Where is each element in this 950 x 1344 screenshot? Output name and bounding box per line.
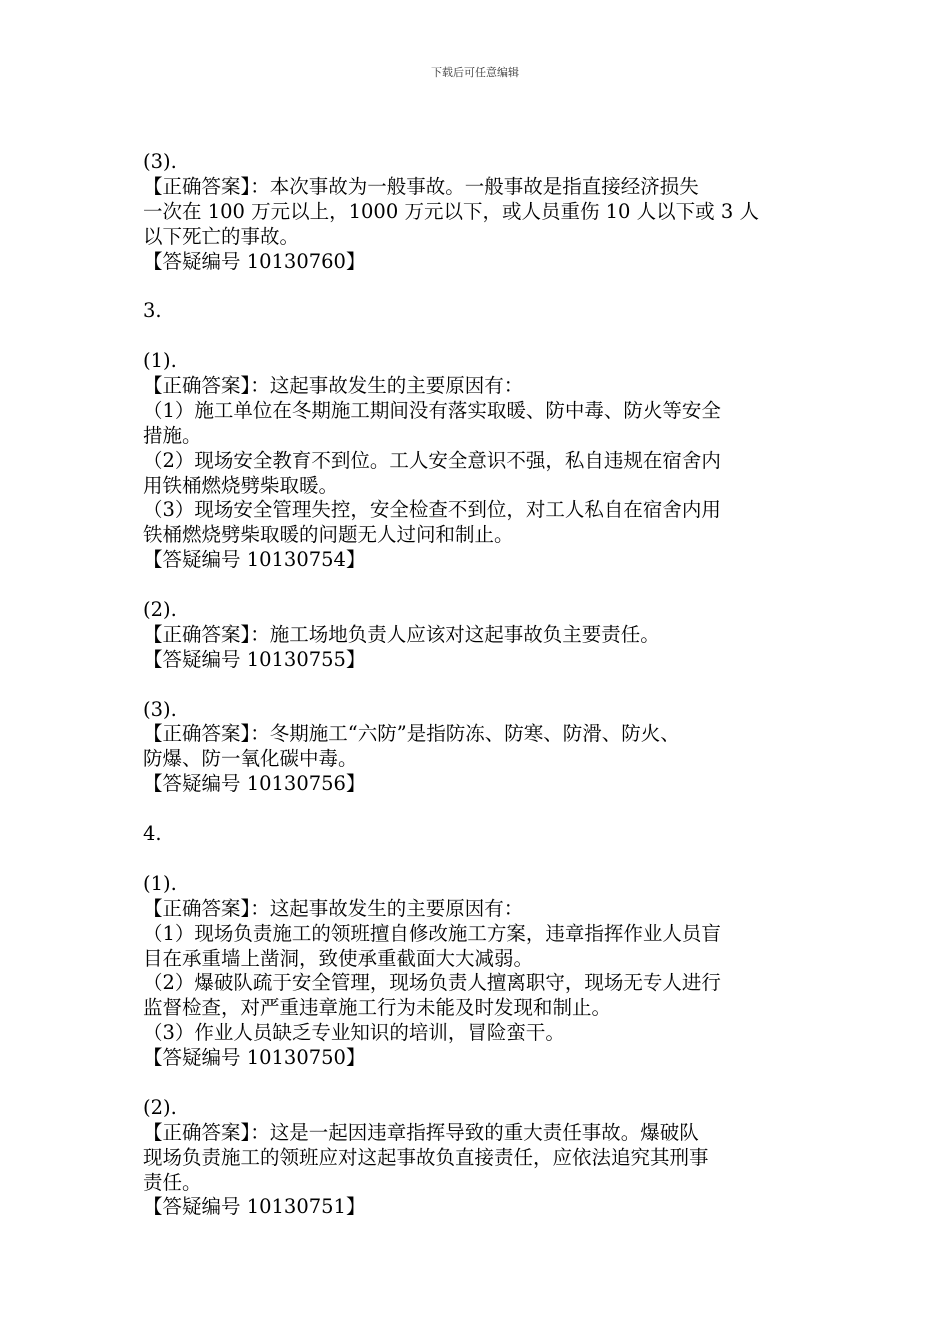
document-body xyxy=(143,150,813,1220)
text-line: 【答疑编号 10130760】 xyxy=(143,249,366,273)
text-line: （3）作业人员缺乏专业知识的培训，冒险蛮干。 xyxy=(143,1021,565,1045)
text-line: 【正确答案】：冬期施工“六防”是指防冻、防寒、防滑、防火、 xyxy=(143,722,680,746)
text-line: 目在承重墙上凿洞，致使承重截面大大减弱。 xyxy=(143,946,534,970)
text-line: 【答疑编号 10130750】 xyxy=(143,1046,366,1070)
text-line: 一次在 100 万元以上，1000 万元以下，或人员重伤 10 人以下或 3 人 xyxy=(143,199,759,223)
text-line: (2). xyxy=(143,1095,177,1119)
text-line: (3). xyxy=(143,150,177,173)
text-line: 以下死亡的事故。 xyxy=(143,224,300,248)
answer-block xyxy=(143,822,813,847)
text-line: （2）爆破队疏于安全管理，现场负责人擅离职守，现场无专人进行 xyxy=(143,971,721,995)
paragraph-gap xyxy=(143,847,813,872)
text-line: (1). xyxy=(143,871,177,895)
text-line: 【答疑编号 10130754】 xyxy=(143,548,366,572)
text-line: (2). xyxy=(143,598,177,622)
answer-block xyxy=(143,150,813,274)
text-line: (1). xyxy=(143,349,177,373)
text-line: 【正确答案】：本次事故为一般事故。一般事故是指直接经济损失 xyxy=(143,174,699,198)
text-line: 【正确答案】：这起事故发生的主要原因有： xyxy=(143,896,524,920)
text-line: （2）现场安全教育不到位。工人安全意识不强，私自违规在宿舍内 xyxy=(143,448,721,472)
text-line: 【答疑编号 10130756】 xyxy=(143,772,366,796)
text-line: 【答疑编号 10130755】 xyxy=(143,647,366,671)
paragraph-gap xyxy=(143,274,813,299)
answer-block xyxy=(143,299,813,324)
text-line: 【答疑编号 10130751】 xyxy=(143,1195,366,1219)
text-line: 【正确答案】：这是一起因违章指挥导致的重大责任事故。爆破队 xyxy=(143,1120,699,1144)
text-line: 3. xyxy=(143,299,162,323)
text-line: 【正确答案】：这起事故发生的主要原因有： xyxy=(143,374,524,398)
text-line: 用铁桶燃烧劈柴取暖。 xyxy=(143,473,339,497)
paragraph-gap xyxy=(143,324,813,349)
text-line: （1）现场负责施工的领班擅自修改施工方案，违章指挥作业人员盲 xyxy=(143,921,721,945)
text-line: (3). xyxy=(143,697,177,721)
answer-block xyxy=(143,1096,813,1220)
text-line: 现场负责施工的领班应对这起事故负直接责任，应依法追究其刑事 xyxy=(143,1145,709,1169)
paragraph-gap xyxy=(143,797,813,822)
paragraph-gap xyxy=(143,1071,813,1096)
text-line: 责任。 xyxy=(143,1170,202,1194)
answer-block xyxy=(143,598,813,673)
text-line: （3）现场安全管理失控，安全检查不到位，对工人私自在宿舍内用 xyxy=(143,498,721,522)
answer-block xyxy=(143,698,813,798)
text-line: （1）施工单位在冬期施工期间没有落实取暖、防中毒、防火等安全 xyxy=(143,398,721,422)
answer-block xyxy=(143,349,813,573)
page-header: 下载后可任意编辑 xyxy=(431,66,519,79)
text-line: 监督检查，对严重违章施工行为未能及时发现和制止。 xyxy=(143,996,612,1020)
text-line: 措施。 xyxy=(143,423,202,447)
paragraph-gap xyxy=(143,673,813,698)
paragraph-gap xyxy=(143,573,813,598)
answer-block xyxy=(143,872,813,1071)
text-line: 铁桶燃烧劈柴取暖的问题无人过问和制止。 xyxy=(143,523,514,547)
text-line: 【正确答案】：施工场地负责人应该对这起事故负主要责任。 xyxy=(143,622,660,646)
text-line: 防爆、防一氧化碳中毒。 xyxy=(143,747,358,771)
text-line: 4. xyxy=(143,822,162,846)
